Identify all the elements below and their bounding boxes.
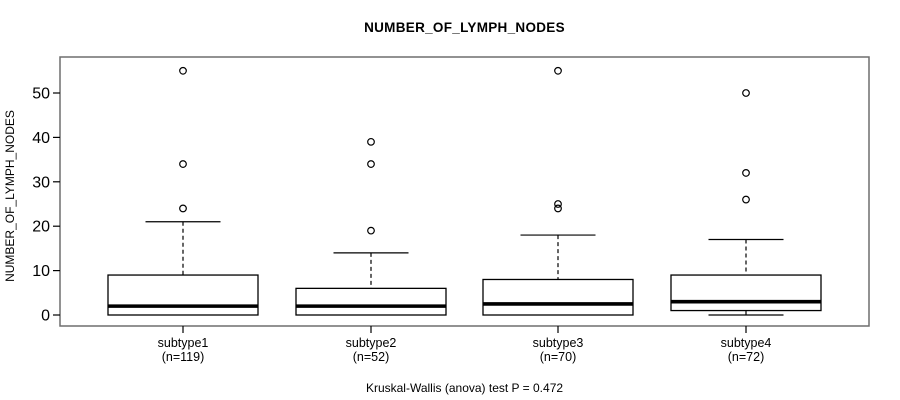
y-tick-label: 10 [32,263,50,281]
x-sample-size-label: (n=70) [539,349,577,364]
outlier-point [368,139,375,146]
outlier-point [180,205,187,212]
x-axis-group [468,337,648,364]
x-sample-size-label: (n=119) [161,349,205,364]
outlier-point [180,68,187,75]
y-tick-label: 40 [32,129,50,147]
y-tick-label: 20 [32,218,50,236]
outlier-point [743,196,750,203]
x-category-label: subtype4 [720,336,772,350]
outlier-point [180,161,187,168]
box-iqr [483,279,633,315]
y-tick-label: 30 [32,174,50,192]
x-axis-group [281,337,461,364]
x-axis-group [93,337,273,364]
x-sample-size-label: (n=52) [352,349,390,364]
outlier-point [368,227,375,234]
x-category-label: subtype1 [157,336,209,350]
box-iqr [671,275,821,311]
y-tick-label: 0 [41,307,50,325]
y-tick-label: 50 [32,85,50,103]
box-iqr [296,288,446,315]
y-axis-title: NUMBER_OF_LYMPH_NODES [3,110,17,282]
x-axis-group [656,337,836,364]
outlier-point [743,90,750,97]
outlier-point [368,161,375,168]
outlier-point [555,201,562,208]
stats-annotation: Kruskal-Wallis (anova) test P = 0.472 [365,381,564,395]
outlier-point [743,170,750,177]
x-sample-size-label: (n=72) [727,349,765,364]
box-iqr [108,275,258,315]
x-category-label: subtype2 [345,336,397,350]
x-category-label: subtype3 [532,336,584,350]
chart-title: NUMBER_OF_LYMPH_NODES [364,20,565,35]
outlier-point [555,68,562,75]
